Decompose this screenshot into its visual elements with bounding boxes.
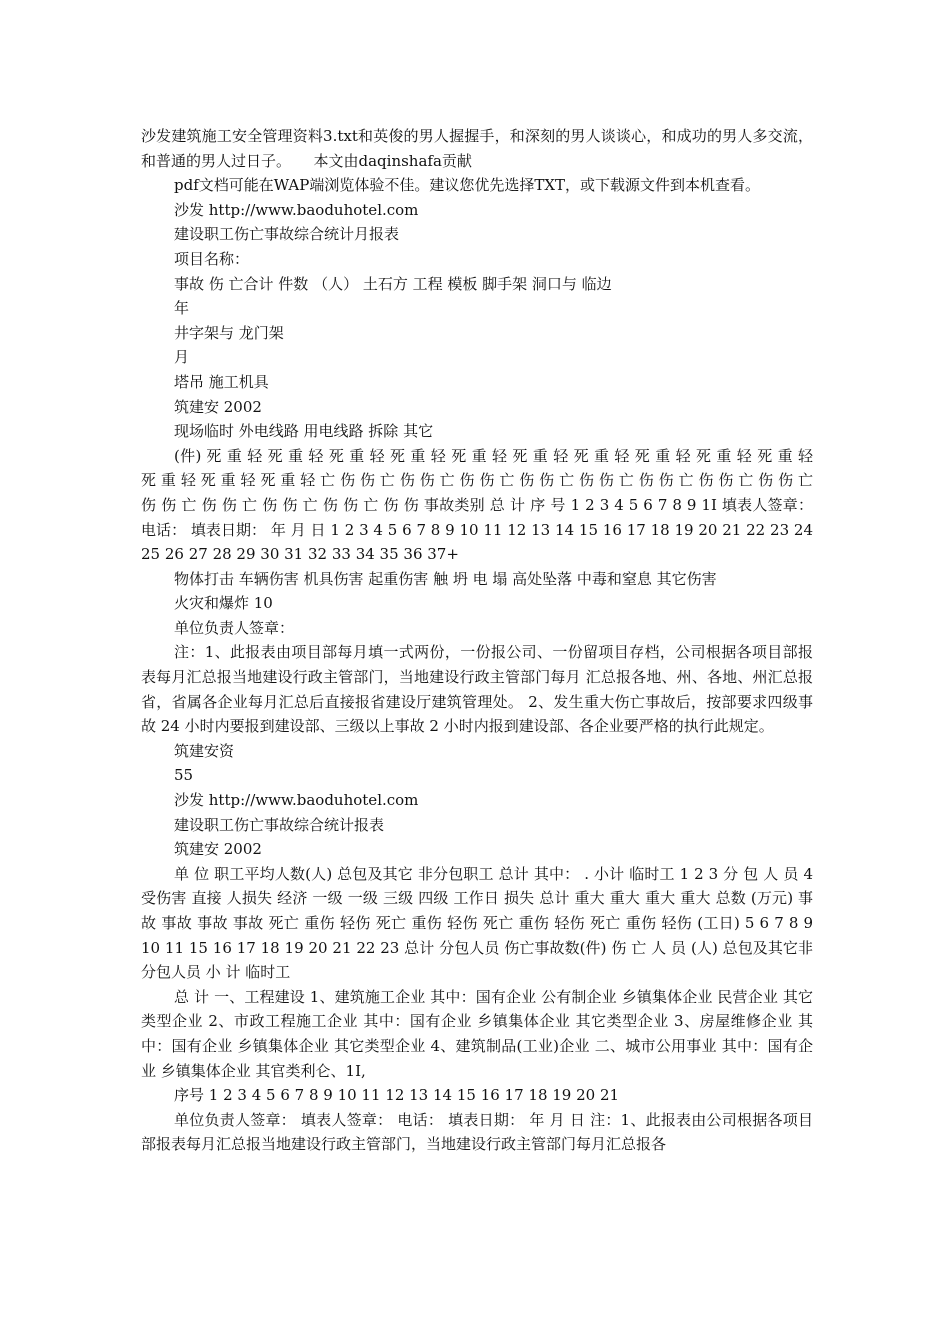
paragraph-21: 筑建安 2002 (174, 840, 262, 859)
paragraph-24: 序号 1 2 3 4 5 6 7 8 9 10 11 12 13 14 15 16 17 18 19 20 21 (174, 1086, 620, 1105)
paragraph-22: 单 位 职工平均人数(人) 总包及其它 非分包职工 总计 其中： . 小计 临时工 1 2 3 分 包 人 员 4 受伤害 直接 人损失 经济 一级 一级 三级 四级 工作日 损失 总计 重大 重大 重大 重大 总数 (万元) 事故 事故 事故 事故 死亡 重伤 轻伤 死亡 重伤 轻伤 死亡 重伤 轻伤 死亡 重伤 轻伤 (工日) 5 6 7 8 9 10 11 15 16 17 18 19 20 21 22 23 总计 分包人员 伤亡事故数(件) 伤 亡 人 员 (人) 总包及其它非分包人员 小 计 临时工 (141, 864, 813, 982)
paragraph-0: 沙发建筑施工安全管理资料3.txt和英俊的男人握握手，和深刻的男人谈谈心，和成功的男人多交流，和普通的男人过日子。 本文由daqinshafa贡献 (141, 127, 813, 170)
paragraph-8: 月 (174, 348, 190, 367)
paragraph-13: 物体打击 车辆伤害 机具伤害 起重伤害 触 坍 电 塌 高处坠落 中毒和窒息 其它伤害 (174, 569, 717, 588)
paragraph-12: (件) 死 重 轻 死 重 轻 死 重 轻 死 重 轻 死 重 轻 死 重 轻 死 重 轻 死 重 轻 死 重 轻 死 重 轻 死 重 轻 死 重 轻 死 重 轻 亡 伤 伤 亡 伤 伤 亡 伤 伤 亡 伤 伤 亡 伤 伤 亡 伤 伤 亡 伤 伤 亡 伤 伤 亡 伤 伤 亡 伤 伤 亡 伤 伤 亡 伤 伤 亡 伤 伤 事故类别 总 计 序 号 1 2 3 4 5 6 7 8 9 1I 填表人签章： 电话： 填表日期： 年 月 日 1 2 3 4 5 6 7 8 9 10 11 12 13 14 15 16 17 18 19 20 21 22 23 24 25 26 27 28 29 30 31 32 33 34 35 36 37+ (141, 446, 813, 564)
paragraph-19: 沙发 http://www.baoduhotel.com (174, 791, 419, 810)
paragraph-10: 筑建安 2002 (174, 397, 262, 416)
document-body (141, 124, 813, 1157)
paragraph-5: 事故 伤 亡合计 件数 （人） 土石方 工程 模板 脚手架 洞口与 临边 (174, 274, 612, 293)
paragraph-11: 现场临时 外电线路 用电线路 拆除 其它 (174, 422, 434, 441)
paragraph-14: 火灾和爆炸 10 (174, 594, 273, 613)
paragraph-9: 塔吊 施工机具 (174, 372, 269, 391)
paragraph-18: 55 (174, 766, 194, 785)
paragraph-25: 单位负责人签章： 填表人签章： 电话： 填表日期： 年 月 日 注：1、此报表由公司根据各项目部报表每月汇总报当地建设行政主管部门，当地建设行政主管部门每月汇总报各 (141, 1110, 813, 1154)
paragraph-1: pdf文档可能在WAP端浏览体验不佳。建议您优先选择TXT，或下载源文件到本机查看。 (174, 176, 761, 195)
paragraph-3: 建设职工伤亡事故综合统计月报表 (174, 225, 400, 244)
paragraph-15: 单位负责人签章： (174, 618, 295, 637)
paragraph-7: 井字架与 龙门架 (174, 323, 284, 342)
paragraph-20: 建设职工伤亡事故综合统计报表 (174, 815, 385, 834)
paragraph-6: 年 (174, 299, 190, 318)
paragraph-4: 项目名称： (174, 249, 250, 268)
paragraph-17: 筑建安资 (174, 741, 235, 760)
paragraph-2: 沙发 http://www.baoduhotel.com (174, 200, 419, 219)
paragraph-16: 注：1、此报表由项目部每月填一式两份，一份报公司、一份留项目存档，公司根据各项目部报表每月汇总报当地建设行政主管部门，当地建设行政主管部门每月 汇总报各地、州、各地、州汇总报省，省属各企业每月汇总后直接报省建设厅建筑管理处。 2、发生重大伤亡事故后，按部要求四级事故 24 小时内要报到建设部、三级以上事故 2 小时内报到建设部、各企业要严格的执行此规定。 (141, 643, 813, 736)
paragraph-23: 总 计 一、工程建设 1、建筑施工企业 其中：国有企业 公有制企业 乡镇集体企业 民营企业 其它类型企业 2、市政工程施工企业 其中：国有企业 乡镇集体企业 其它类型企业 3、房屋维修企业 其中：国有企业 乡镇集体企业 其它类型企业 4、建筑制品(工业)企业 二、城市公用事业 其中：国有企业 乡镇集体企业 其官类利仑、1I, (141, 987, 813, 1080)
